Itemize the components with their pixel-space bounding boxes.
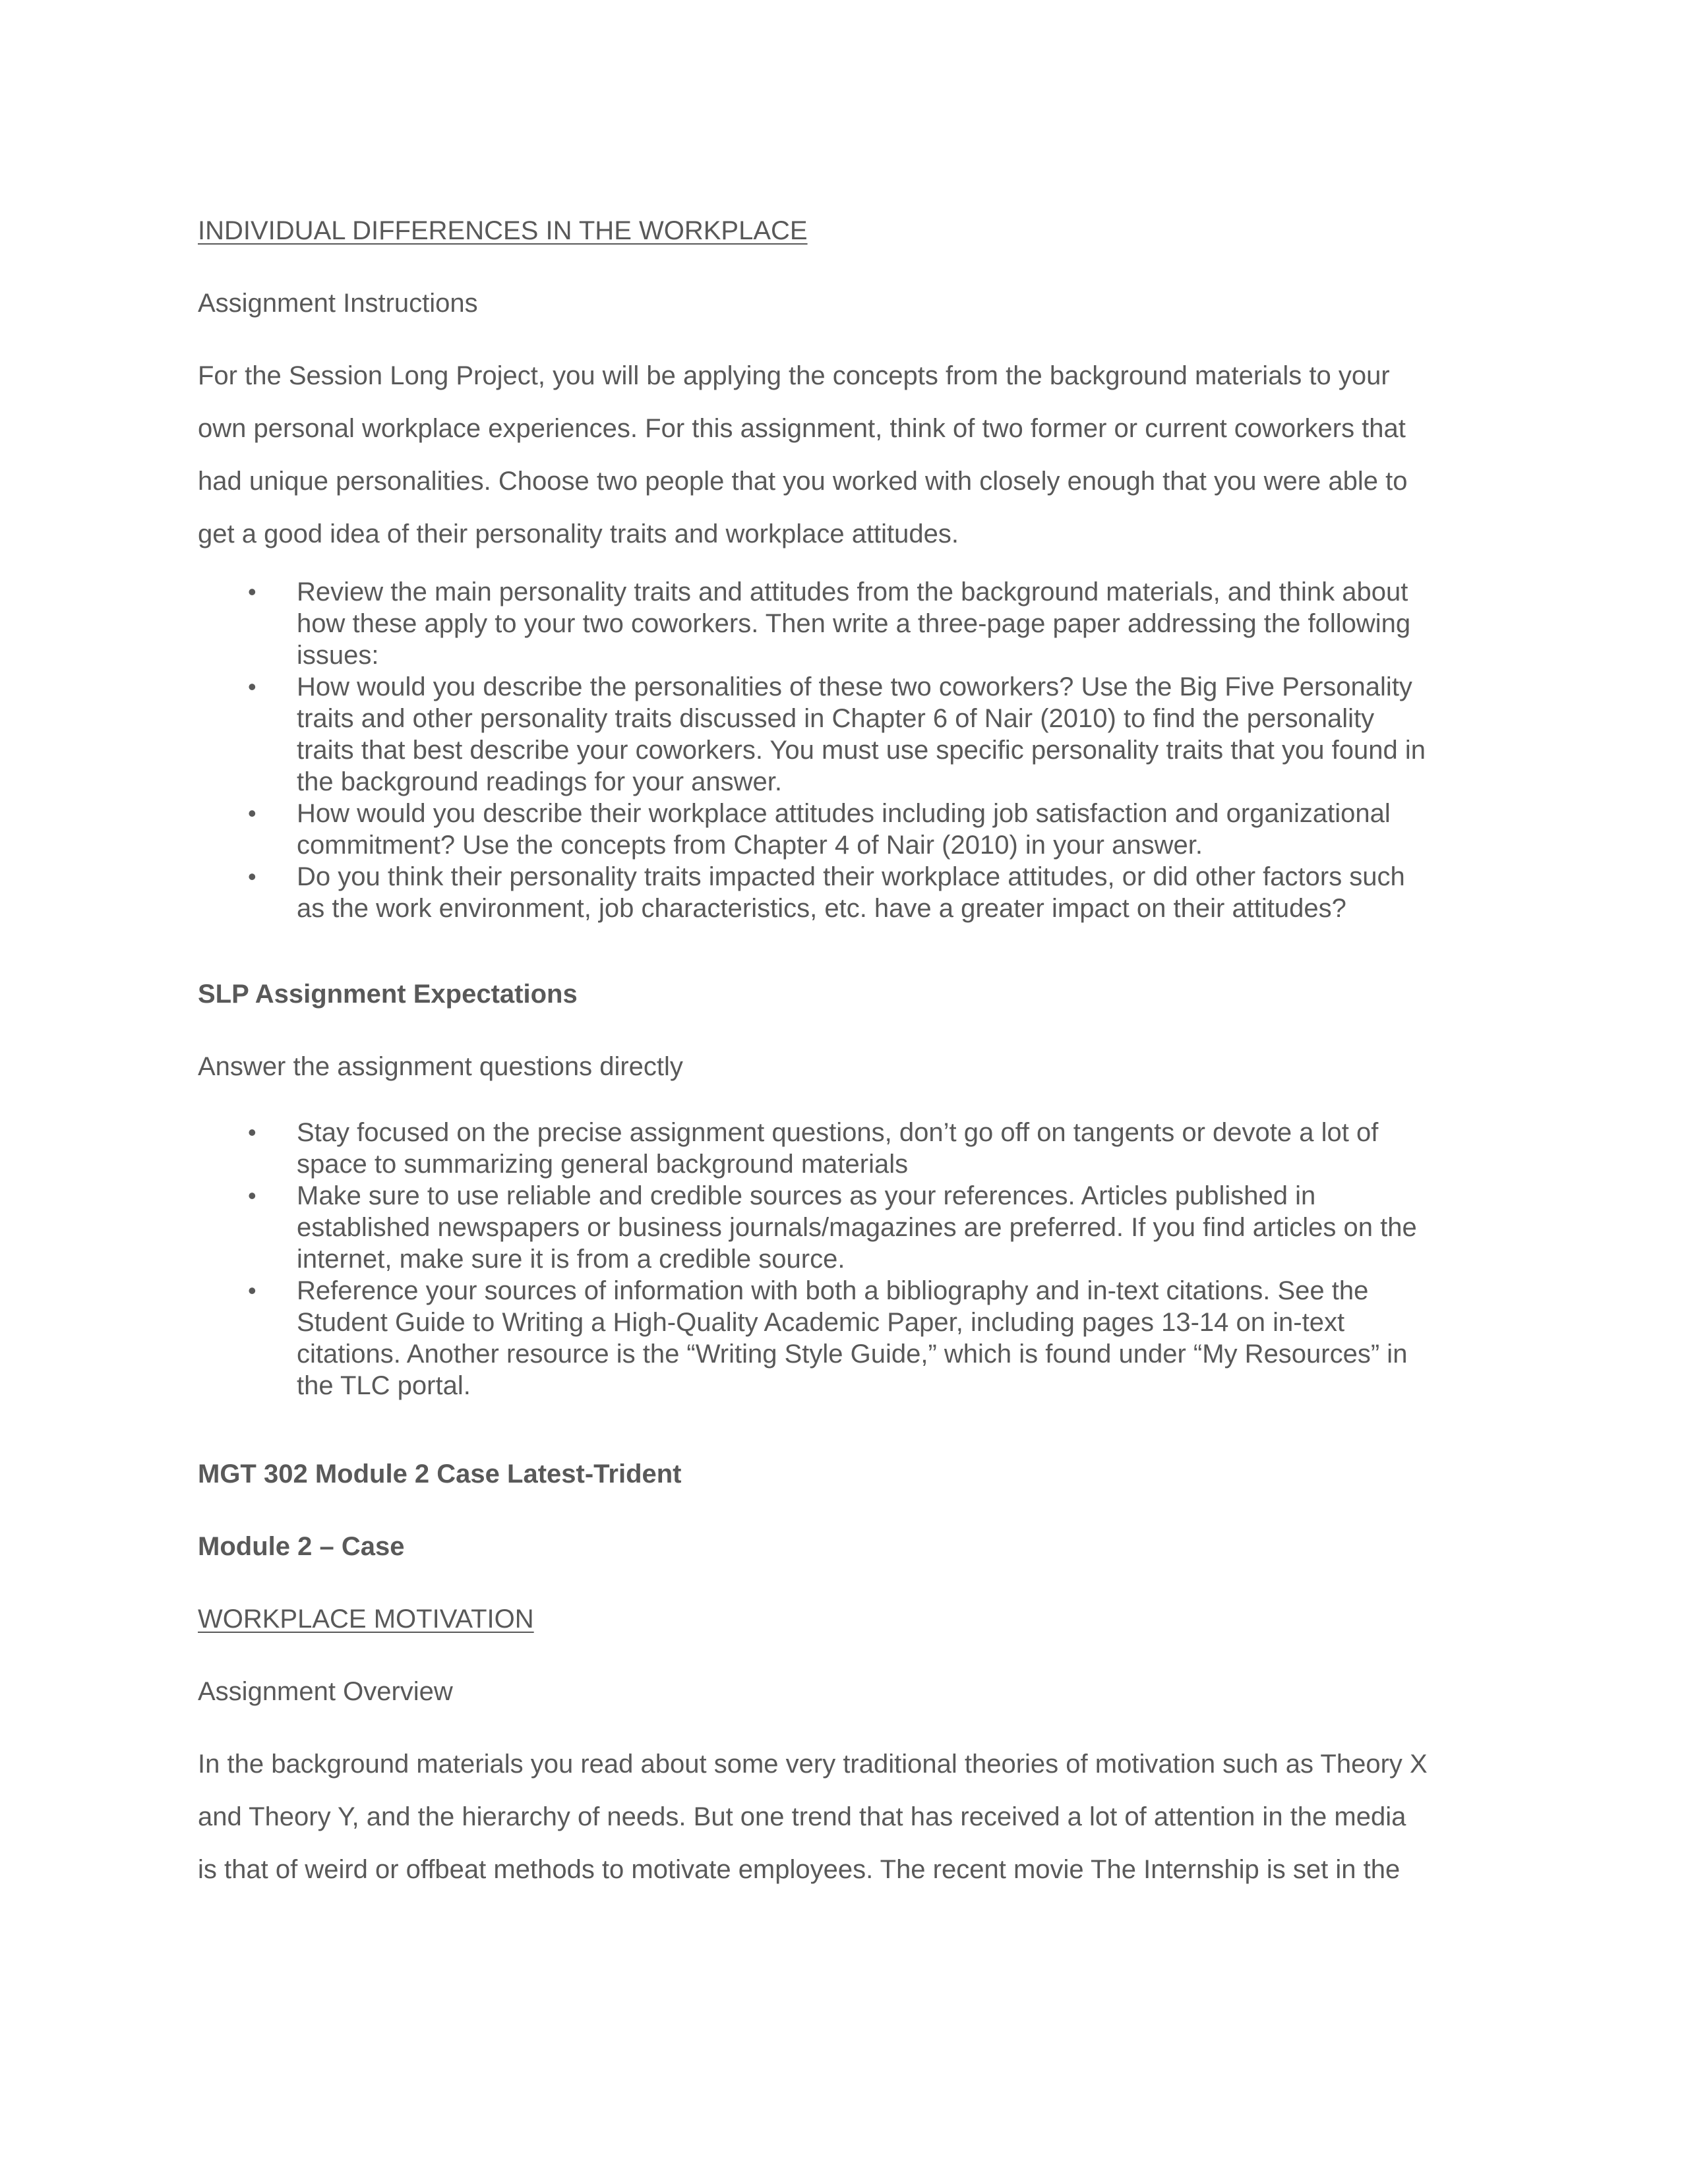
bullet-line: issues:	[297, 641, 379, 670]
bullet-line: internet, make sure it is from a credible source.	[297, 1245, 845, 1274]
bullet-icon: •	[248, 1119, 256, 1146]
bullet-line: Review the main personality traits and attitudes from the background materials, and think about	[297, 577, 1408, 606]
list-item	[198, 1180, 1490, 1275]
bullet-line: Stay focused on the precise assignment questions, don’t go off on tangents or devote a lot of	[297, 1118, 1379, 1147]
bullet-line: established newspapers or business journals/magazines are preferred. If you find articles on the	[297, 1213, 1417, 1242]
list-item	[198, 861, 1490, 924]
bullet-line: the background readings for your answer.	[297, 767, 782, 796]
module-title: Module 2 – Case	[198, 1532, 405, 1561]
intro-line: is that of weird or offbeat methods to motivate employees. The recent movie The Internship is set in the	[198, 1855, 1401, 1884]
intro-line: own personal workplace experiences. For this assignment, think of two former or current coworkers that	[198, 414, 1406, 443]
list-item	[198, 1117, 1490, 1180]
section2-bullet-list	[198, 1117, 1490, 1402]
list-item	[198, 1275, 1490, 1402]
bullet-line: Student Guide to Writing a High-Quality Academic Paper, including pages 13-14 on in-text	[297, 1308, 1345, 1337]
section2-subtitle: Answer the assignment questions directly	[198, 1052, 683, 1081]
bullet-line: Do you think their personality traits impacted their workplace attitudes, or did other factors such	[297, 862, 1405, 891]
bullet-icon: •	[248, 1182, 256, 1209]
document-page	[198, 211, 1490, 1896]
section3-title: WORKPLACE MOTIVATION	[198, 1605, 534, 1634]
section1-subtitle: Assignment Instructions	[198, 289, 478, 318]
intro-line: and Theory Y, and the hierarchy of needs. But one trend that has received a lot of attention in the media	[198, 1802, 1406, 1831]
bullet-line: Reference your sources of information with both a bibliography and in-text citations. See the	[297, 1276, 1369, 1305]
bullet-line: How would you describe the personalities of these two coworkers? Use the Big Five Personality	[297, 672, 1412, 701]
list-item	[198, 671, 1490, 798]
intro-line: For the Session Long Project, you will be applying the concepts from the background materials to your	[198, 361, 1390, 390]
bullet-line: space to summarizing general background materials	[297, 1150, 909, 1179]
intro-line: In the background materials you read about some very traditional theories of motivation such as Theory X	[198, 1750, 1428, 1779]
list-item	[198, 798, 1490, 861]
bullet-icon: •	[248, 800, 256, 827]
intro-line: had unique personalities. Choose two people that you worked with closely enough that you were able to	[198, 467, 1408, 496]
bullet-line: traits that best describe your coworkers. You must use specific personality traits that you found in	[297, 736, 1426, 765]
bullet-icon: •	[248, 578, 256, 605]
bullet-icon: •	[248, 673, 256, 700]
section3-intro	[198, 1738, 1490, 1896]
list-item	[198, 576, 1490, 671]
bullet-line: how these apply to your two coworkers. Then write a three-page paper addressing the following	[297, 609, 1411, 638]
section1-bullet-list	[198, 576, 1490, 924]
bullet-icon: •	[248, 863, 256, 890]
bullet-line: traits and other personality traits discussed in Chapter 6 of Nair (2010) to find the personality	[297, 704, 1375, 733]
bullet-line: the TLC portal.	[297, 1371, 471, 1400]
bullet-line: commitment? Use the concepts from Chapter 4 of Nair (2010) in your answer.	[297, 831, 1203, 860]
bullet-line: citations. Another resource is the “Writing Style Guide,” which is found under “My Resources” in	[297, 1340, 1408, 1369]
course-title: MGT 302 Module 2 Case Latest-Trident	[198, 1460, 682, 1489]
section1-intro	[198, 349, 1490, 560]
section1-title: INDIVIDUAL DIFFERENCES IN THE WORKPLACE	[198, 216, 808, 245]
bullet-line: as the work environment, job characteristics, etc. have a greater impact on their attitudes?	[297, 894, 1346, 923]
section2-title: SLP Assignment Expectations	[198, 980, 578, 1009]
bullet-icon: •	[248, 1277, 256, 1304]
bullet-line: Make sure to use reliable and credible sources as your references. Articles published in	[297, 1181, 1316, 1210]
intro-line: get a good idea of their personality traits and workplace attitudes.	[198, 519, 959, 548]
section3-subtitle: Assignment Overview	[198, 1677, 453, 1706]
bullet-line: How would you describe their workplace attitudes including job satisfaction and organizational	[297, 799, 1391, 828]
